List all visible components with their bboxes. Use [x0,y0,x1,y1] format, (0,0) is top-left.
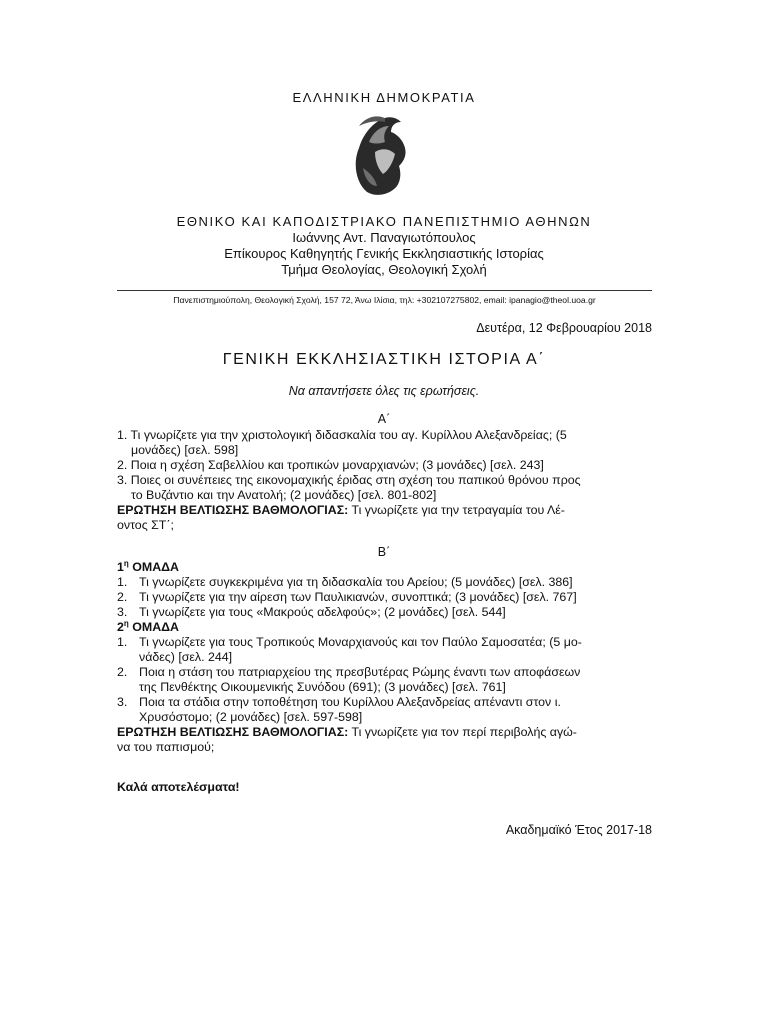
section-a-question-2: 2. Ποια η σχέση Σαβελλίου και τροπικών μοναρχιανών; (3 μονάδες) [σελ. 243] [117,458,544,472]
section-a-question-1-cont: μονάδες) [σελ. 598] [131,443,239,457]
republic-heading: ΕΛΛΗΝΙΚΗ ΔΗΜΟΚΡΑΤΙΑ [292,90,476,105]
group-2-question-3-cont: Χρυσόστομο; (2 μονάδες) [σελ. 597-598] [139,710,363,724]
group-2-question-1-cont: νάδες) [σελ. 244] [139,650,233,664]
bonus-text: Τι γνωρίζετε για τον περί περιβολής αγώ- [348,725,577,739]
section-a-bonus-cont: οντος ΣΤ΄; [117,518,174,532]
group-1-number-2: 2. [117,590,128,604]
bonus-text: Τι γνωρίζετε για την τετραγαμία του Λέ- [348,503,565,517]
section-a-bonus [117,503,565,518]
athena-logo [345,112,415,200]
contact-line: Πανεπιστημιούπολη, Θεολογική Σχολή, 157 72, Άνω Ιλίσια, τηλ: +302107275802, email: ipanagio@theol.uoa.gr [173,295,596,305]
professor-position: Επίκουρος Καθηγητής Γενικής Εκκλησιαστικής Ιστορίας [224,246,544,261]
university-name: ΕΘΝΙΚΟ ΚΑΙ ΚΑΠΟΔΙΣΤΡΙΑΚΟ ΠΑΝΕΠΙΣΤΗΜΙΟ ΑΘΗΝΩΝ [176,214,592,229]
professor-name: Ιωάννης Αντ. Παναγιωτόπουλος [292,230,476,245]
section-a-question-1: 1. Τι γνωρίζετε για την χριστολογική διδασκαλία του αγ. Κυρίλλου Αλεξανδρείας; (5 [117,428,567,442]
section-b-heading: Β΄ [377,545,391,559]
group-2-question-2-cont: της Πενθέκτης Οικουμενικής Συνόδου (691); (3 μονάδες) [σελ. 761] [139,680,506,694]
group-2-number-2: 2. [117,665,128,679]
section-b-bonus-cont: να του παπισμού; [117,740,215,754]
bonus-label: ΕΡΩΤΗΣΗ ΒΕΛΤΙΩΣΗΣ ΒΑΘΜΟΛΟΓΙΑΣ: [117,725,349,739]
section-b-bonus [117,725,577,740]
group-2-number-3: 3. [117,695,128,709]
group-1-number-3: 3. [117,605,128,619]
group-2-question-1: Τι γνωρίζετε για τους Τροπικούς Μοναρχιανούς και τον Παύλο Σαμοσατέα; (5 μο- [139,635,582,649]
section-a-heading: Α΄ [377,412,391,426]
group-1-question-3: Τι γνωρίζετε για τους «Μακρούς αδελφούς»; (2 μονάδες) [σελ. 544] [139,605,506,619]
section-a-question-3: 3. Ποιες οι συνέπειες της εικονομαχικής έριδας στη σχέση του παπικού θρόνου προς [117,473,581,487]
bonus-label: ΕΡΩΤΗΣΗ ΒΕΛΤΙΩΣΗΣ ΒΑΘΜΟΛΟΓΙΑΣ: [117,503,349,517]
group-2-heading: $2^\eta$ ΟΜΑΔΑ [117,619,180,634]
department: Τμήμα Θεολογίας, Θεολογική Σχολή [281,262,487,277]
exam-title: ΓΕΝΙΚΗ ΕΚΚΛΗΣΙΑΣΤΙΚΗ ΙΣΤΟΡΙΑ Α΄ [222,351,546,368]
header-divider [117,290,652,291]
section-a-question-3-cont: το Βυζάντιο και την Ανατολή; (2 μονάδες) [σελ. 801-802] [131,488,437,502]
closing-message: Καλά αποτελέσματα! [117,780,240,794]
group-1-number-1: 1. [117,575,128,589]
group-1-question-1: Τι γνωρίζετε συγκεκριμένα για τη διδασκαλία του Αρείου; (5 μονάδες) [σελ. 386] [139,575,573,589]
group-1-question-2: Τι γνωρίζετε για την αίρεση των Παυλικιανών, συνοπτικά; (3 μονάδες) [σελ. 767] [139,590,577,604]
exam-date: Δευτέρα, 12 Φεβρουαρίου 2018 [476,321,652,335]
academic-year: Ακαδημαϊκό Έτος 2017-18 [505,823,652,837]
group-2-question-2: Ποια η στάση του πατριαρχείου της πρεσβυτέρας Ρώμης έναντι των αποφάσεων [139,665,581,679]
instruction: Να απαντήσετε όλες τις ερωτήσεις. [288,384,480,398]
group-1-heading: $1^\eta$ ΟΜΑΔΑ [117,559,180,574]
group-2-number-1: 1. [117,635,128,649]
group-2-question-3: Ποια τα στάδια στην τοποθέτηση του Κυρίλλου Αλεξανδρείας απέναντι στον ι. [139,695,561,709]
